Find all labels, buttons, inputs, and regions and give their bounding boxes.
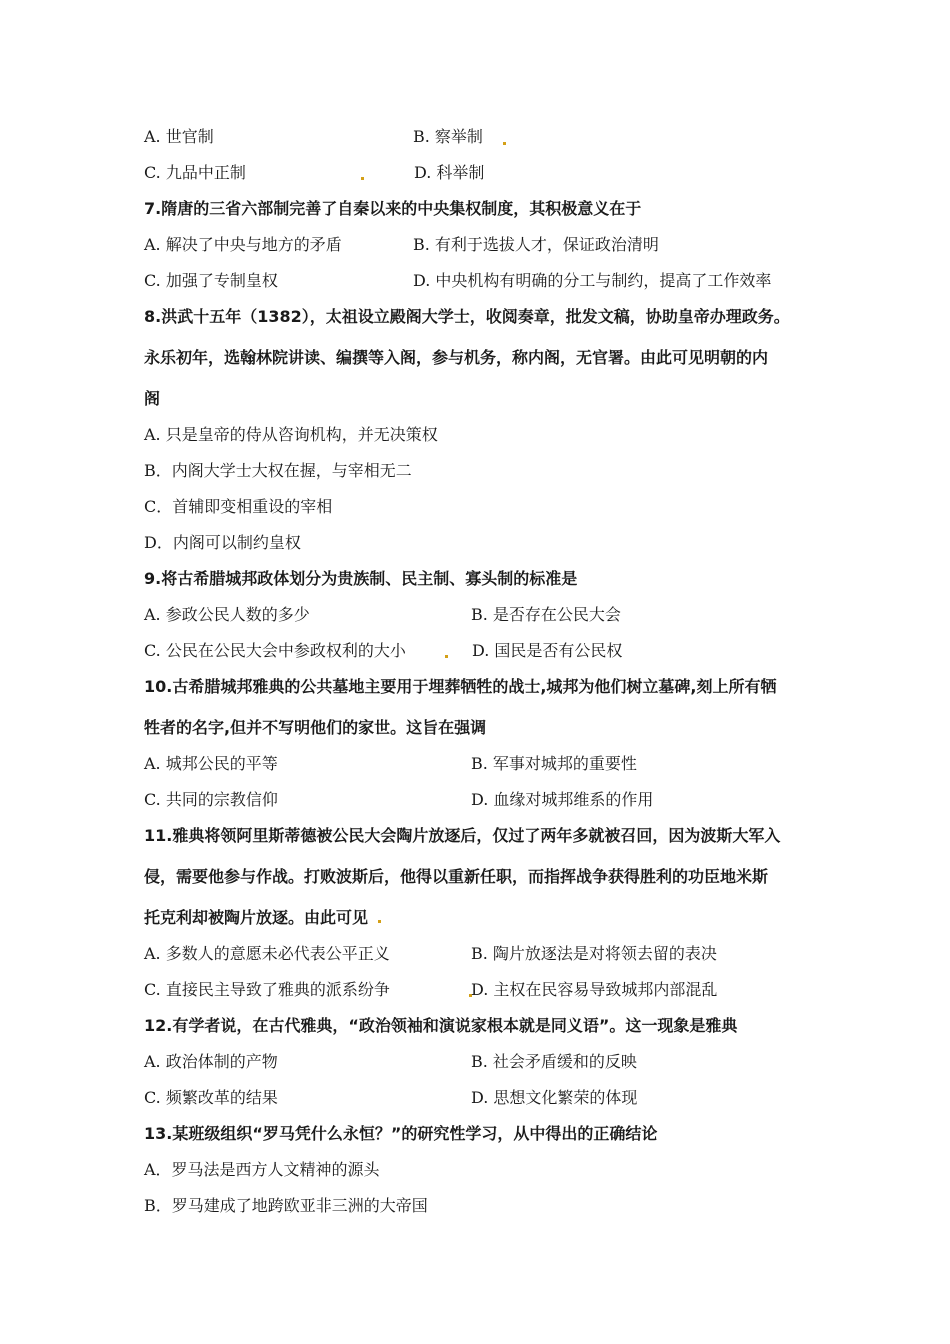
q11-option-c: C. 直接民主导致了雅典的派系纷争: [144, 980, 390, 999]
q12-stem: 12.有学者说，在古代雅典，“政治领袖和演说家根本就是同义语”。这一现象是雅典: [144, 1016, 738, 1035]
q7-option-c: C. 加强了专制皇权: [144, 271, 278, 290]
q7-stem: 7.隋唐的三省六部制完善了自秦以来的中央集权制度，其积极意义在于: [144, 199, 642, 218]
q9-option-a: A. 参政公民人数的多少: [144, 605, 310, 624]
q7-option-b: B. 有利于选拔人才，保证政治清明: [413, 235, 659, 254]
q9-option-c: C. 公民在公民大会中参政权利的大小: [144, 641, 406, 660]
q13-stem: 13.某班级组织“罗马凭什么永恒？”的研究性学习，从中得出的正确结论: [144, 1124, 658, 1143]
q11-option-d: D. 主权在民容易导致城邦内部混乱: [471, 980, 718, 999]
q11-stem-line-1: 11.雅典将领阿里斯蒂德被公民大会陶片放逐后，仅过了两年多就被召回，因为波斯大军入: [144, 826, 781, 845]
q11-stem-line-3: 托克利却被陶片放逐。由此可见: [144, 908, 369, 927]
q10-stem-line-2: 牲者的名字,但并不写明他们的家世。这旨在强调: [144, 718, 487, 737]
q6-option-d: D. 科举制: [414, 163, 485, 182]
q6-option-c: C. 九品中正制: [144, 163, 246, 182]
q7-option-a: A. 解决了中央与地方的矛盾: [144, 235, 342, 254]
q8-stem-line-2: 永乐初年，选翰林院讲读、编撰等入阁，参与机务，称内阁，无官署。由此可见明朝的内: [144, 348, 769, 367]
q6-option-a: A. 世官制: [144, 127, 214, 146]
q10-stem-line-1: 10.古希腊城邦雅典的公共墓地主要用于埋葬牺牲的战士,城邦为他们树立墓碑,刻上所有牺: [144, 677, 777, 696]
q12-option-b: B. 社会矛盾缓和的反映: [471, 1052, 637, 1071]
q11-option-b: B. 陶片放逐法是对将领去留的表决: [471, 944, 717, 963]
mark-dot: [361, 177, 364, 180]
q9-option-b: B. 是否存在公民大会: [471, 605, 621, 624]
q8-stem-line-1: 8.洪武十五年（1382），太祖设立殿阁大学士，收阅奏章，批发文稿，协助皇帝办理政务。: [144, 307, 790, 326]
mark-dot: [503, 142, 506, 145]
q13-option-a: A．罗马法是西方人文精神的源头: [144, 1160, 380, 1179]
q8-option-d: D．内阁可以制约皇权: [144, 533, 301, 552]
q10-option-b: B. 军事对城邦的重要性: [471, 754, 637, 773]
q9-option-d: D. 国民是否有公民权: [472, 641, 623, 660]
q7-option-d: D. 中央机构有明确的分工与制约，提高了工作效率: [413, 271, 772, 290]
q12-option-d: D. 思想文化繁荣的体现: [471, 1088, 638, 1107]
q8-option-a: A. 只是皇帝的侍从咨询机构，并无决策权: [144, 425, 438, 444]
q6-option-b: B. 察举制: [413, 127, 483, 146]
q10-option-a: A. 城邦公民的平等: [144, 754, 278, 773]
q10-option-d: D. 血缘对城邦维系的作用: [471, 790, 654, 809]
q8-option-b: B．内阁大学士大权在握，与宰相无二: [144, 461, 412, 480]
mark-dot: [445, 655, 448, 658]
q13-option-b: B．罗马建成了地跨欧亚非三洲的大帝国: [144, 1196, 428, 1215]
q12-option-a: A. 政治体制的产物: [144, 1052, 278, 1071]
q12-option-c: C. 频繁改革的结果: [144, 1088, 278, 1107]
mark-dot: [378, 920, 381, 923]
q11-option-a: A. 多数人的意愿未必代表公平正义: [144, 944, 390, 963]
q9-stem: 9.将古希腊城邦政体划分为贵族制、民主制、寡头制的标准是: [144, 569, 578, 588]
q11-stem-line-2: 侵，需要他参与作战。打败波斯后，他得以重新任职，而指挥战争获得胜利的功臣地米斯: [144, 867, 769, 886]
q10-option-c: C. 共同的宗教信仰: [144, 790, 278, 809]
q8-option-c: C．首辅即变相重设的宰相: [144, 497, 333, 516]
q8-stem-line-3: 阁: [144, 389, 161, 408]
